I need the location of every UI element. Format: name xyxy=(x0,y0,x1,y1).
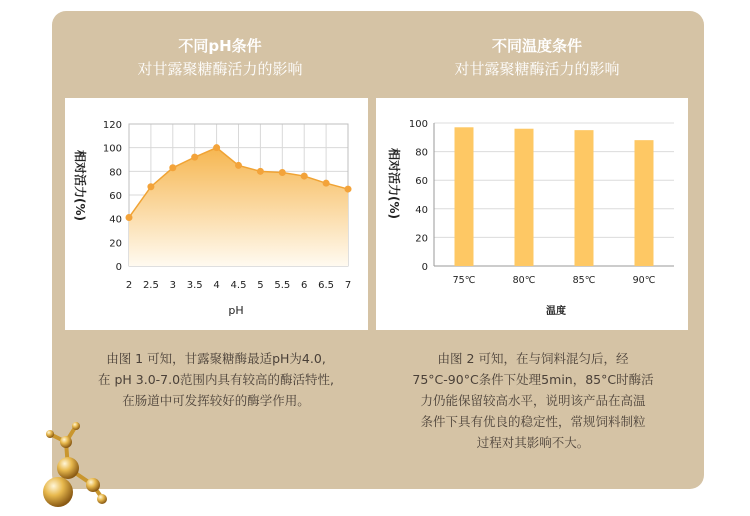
left-subtitle: 对甘露聚糖酶活力的影响 xyxy=(137,60,303,78)
ph-y-tick-label: 0 xyxy=(115,262,122,273)
molecule-icon xyxy=(36,420,112,512)
ph-y-tick-label: 120 xyxy=(102,120,122,131)
right-desc-line: 75°C-90°C条件下处理5min，85°C时酶活 xyxy=(412,372,654,387)
left-description xyxy=(66,348,366,411)
right-title: 不同温度条件 xyxy=(491,37,582,55)
ph-data-point xyxy=(301,173,308,180)
right-subtitle: 对甘露聚糖酶活力的影响 xyxy=(454,60,620,78)
temp-y-tick-label: 0 xyxy=(421,262,428,273)
ph-data-point xyxy=(147,183,154,190)
ph-activity-chart xyxy=(65,98,368,330)
ph-y-tick-label: 40 xyxy=(109,214,122,226)
ph-x-tick-label: 2 xyxy=(125,280,133,291)
right-header xyxy=(377,35,697,81)
ph-data-point xyxy=(323,180,330,187)
temp-y-tick-label: 80 xyxy=(415,147,428,159)
ph-y-tick-label: 20 xyxy=(109,238,122,250)
ph-x-tick-label: 2.5 xyxy=(142,280,159,291)
ph-y-axis-label: 相对活力(%) xyxy=(73,150,87,221)
temp-y-tick-label: 60 xyxy=(415,176,428,188)
ph-chart-card xyxy=(65,98,368,330)
right-desc-line: 条件下具有优良的稳定性，常规饲料制粒 xyxy=(420,414,646,429)
temp-y-tick-label: 20 xyxy=(415,233,428,245)
temp-y-tick-label: 40 xyxy=(415,204,428,216)
right-desc-line: 过程对其影响不大。 xyxy=(476,435,590,450)
ph-data-point xyxy=(213,144,220,151)
ph-data-point xyxy=(235,162,242,169)
temp-bar xyxy=(455,127,474,266)
ph-x-tick-label: 3 xyxy=(169,280,176,291)
temperature-activity-chart xyxy=(376,98,688,330)
ph-x-tick-label: 7 xyxy=(344,280,352,291)
temp-x-tick-label: 75℃ xyxy=(452,275,476,286)
ph-y-tick-label: 80 xyxy=(109,167,122,179)
temp-x-tick-label: 90℃ xyxy=(632,275,656,286)
left-title: 不同pH条件 xyxy=(178,37,262,55)
ph-data-point xyxy=(191,154,198,161)
temperature-chart-card xyxy=(376,98,688,330)
right-description xyxy=(380,348,686,453)
temp-bar xyxy=(515,129,534,266)
ph-x-tick-label: 5 xyxy=(257,280,264,291)
temp-x-axis-label: 温度 xyxy=(546,306,566,317)
ph-x-tick-label: 3.5 xyxy=(186,280,203,291)
ph-x-tick-label: 6 xyxy=(301,280,308,291)
temp-x-tick-label: 80℃ xyxy=(512,275,536,286)
ph-data-point xyxy=(257,168,264,175)
left-desc-line: 由图 1 可知，甘露聚糖酶最适pH为4.0, xyxy=(106,351,326,366)
ph-x-tick-label: 6.5 xyxy=(318,280,335,291)
right-desc-line: 力仍能保留较高水平，说明该产品在高温 xyxy=(420,393,646,408)
left-header xyxy=(60,35,380,81)
ph-data-point xyxy=(345,186,352,193)
ph-x-tick-label: 4 xyxy=(213,280,220,291)
temp-x-tick-label: 85℃ xyxy=(572,275,596,286)
ph-x-tick-label: 5.5 xyxy=(274,280,291,291)
temp-bar xyxy=(575,130,594,266)
temp-bar xyxy=(635,140,654,266)
left-desc-line: 在 pH 3.0-7.0范围内具有较高的酶活特性, xyxy=(97,372,335,387)
ph-y-tick-label: 60 xyxy=(109,191,122,202)
ph-x-tick-label: 4.5 xyxy=(230,280,247,291)
temp-y-tick-label: 100 xyxy=(408,119,428,130)
ph-data-point xyxy=(126,214,133,221)
ph-x-axis-label: pH xyxy=(228,304,244,317)
temp-y-axis-label: 相对活力(%) xyxy=(387,148,401,219)
right-desc-line: 由图 2 可知，在与饲料混匀后，经 xyxy=(437,351,629,366)
ph-y-tick-label: 100 xyxy=(102,143,122,155)
ph-data-point xyxy=(169,164,176,171)
left-desc-line: 在肠道中可发挥较好的酶学作用。 xyxy=(122,393,310,408)
ph-data-point xyxy=(279,169,286,176)
